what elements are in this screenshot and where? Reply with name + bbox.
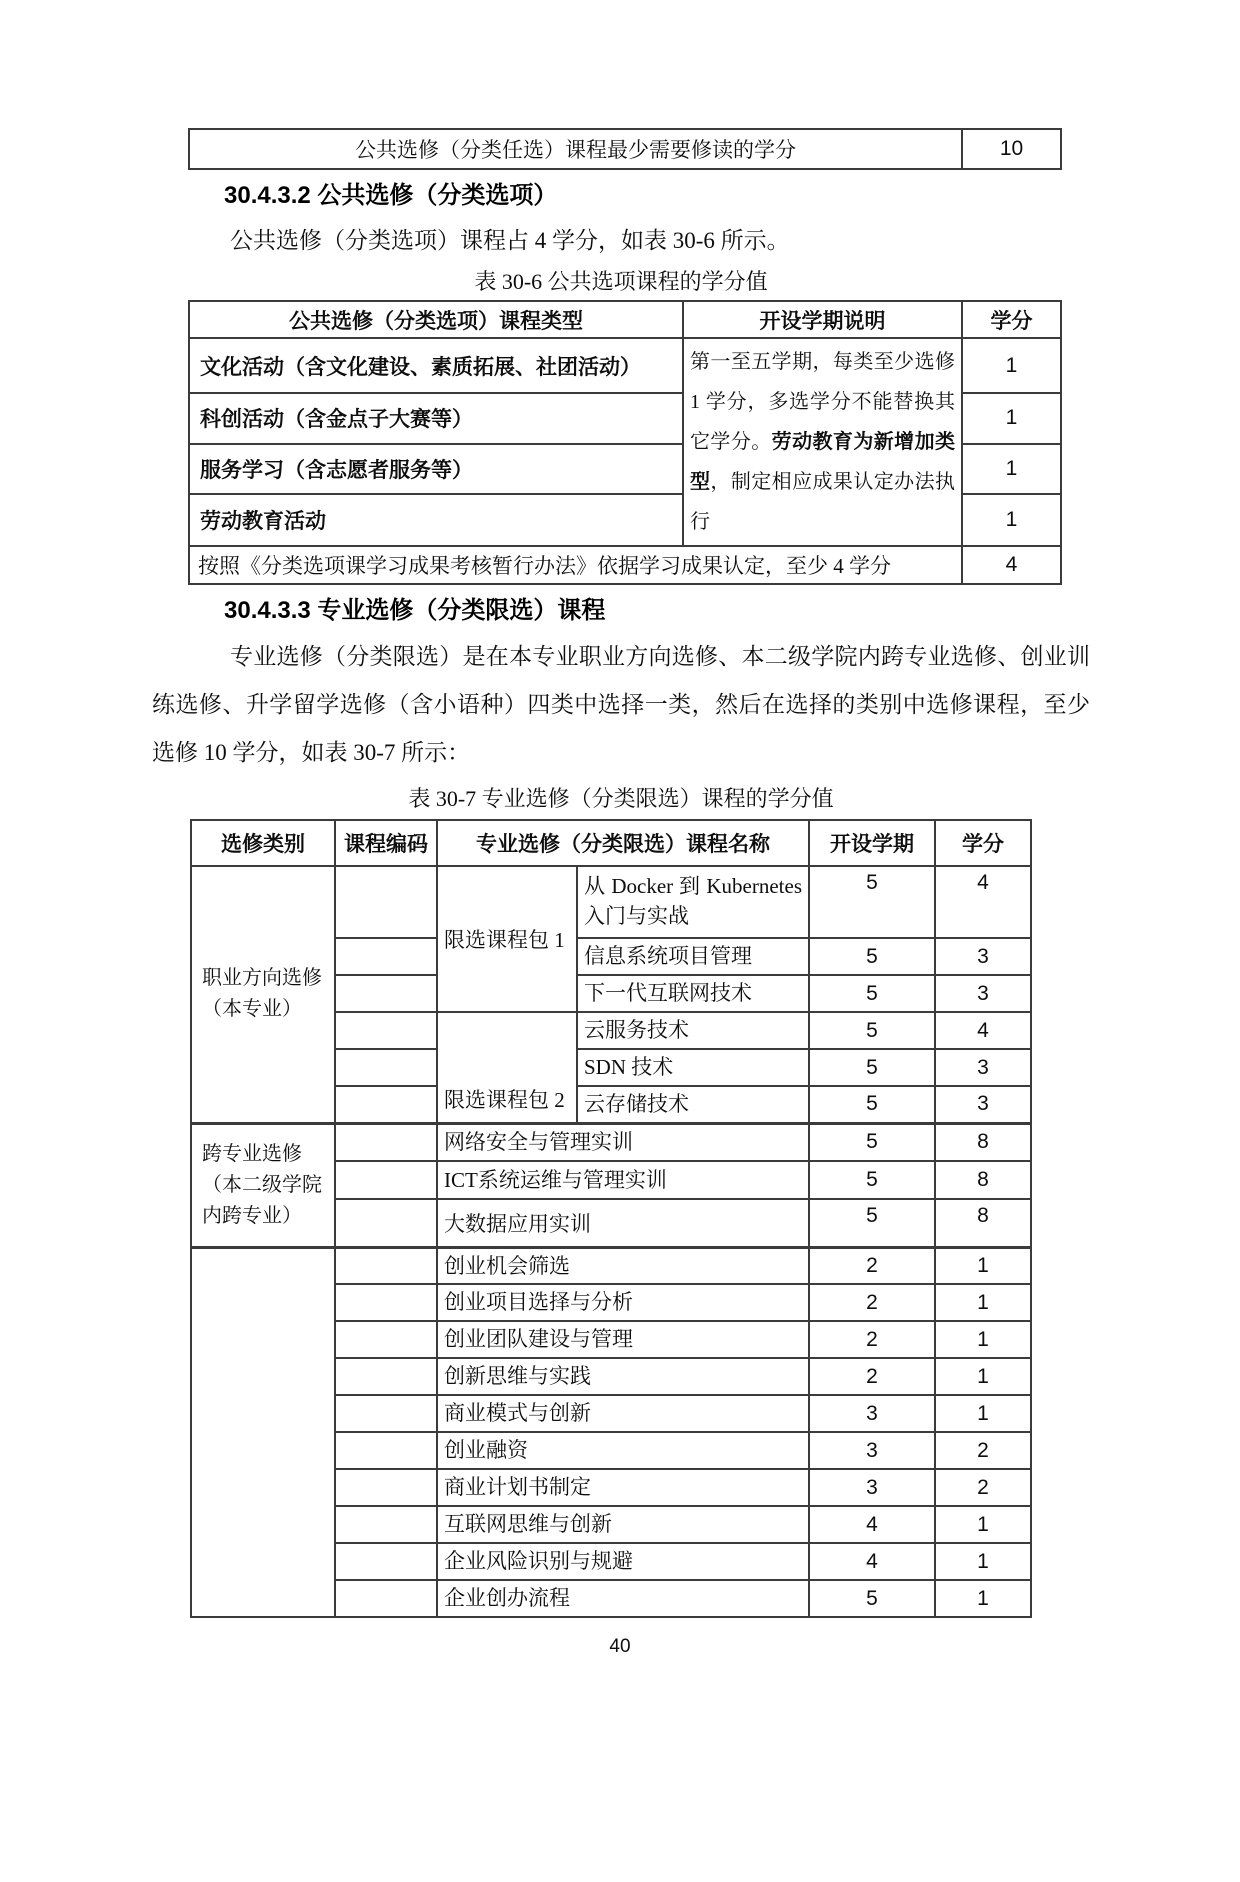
credit-cell: 1 (935, 1247, 1031, 1284)
credit-cell: 1 (962, 338, 1061, 393)
course-name-cell: 网络安全与管理实训 (437, 1123, 809, 1161)
course-code-cell (335, 1358, 437, 1395)
category-cell: 职业方向选修（本专业） (191, 866, 335, 1123)
table-30-6 (188, 300, 1062, 585)
course-code-cell (335, 1543, 437, 1580)
course-code-cell (335, 938, 437, 975)
section-paragraph: 专业选修（分类限选）是在本专业职业方向选修、本二级学院内跨专业选修、创业训练选修、升学留学选修（含小语种）四类中选择一类，然后在选择的类别中选修课程，至少选修 10 学分，如表 30-7 所示： (152, 644, 1090, 765)
course-code-cell (335, 1086, 437, 1123)
credit-cell: 2 (935, 1469, 1031, 1506)
course-code-cell (335, 1506, 437, 1543)
term-cell: 5 (809, 975, 935, 1012)
course-type-cell: 服务学习（含志愿者服务等） (189, 444, 683, 494)
credit-cell: 3 (935, 938, 1031, 975)
term-cell: 2 (809, 1358, 935, 1395)
term-cell: 2 (809, 1247, 935, 1284)
course-type-cell: 劳动教育活动 (189, 494, 683, 546)
course-code-cell (335, 1432, 437, 1469)
course-name-cell: 下一代互联网技术 (577, 975, 809, 1012)
course-name-cell: 商业模式与创新 (437, 1395, 809, 1432)
course-name-cell: SDN 技术 (577, 1049, 809, 1086)
course-name-cell: 创业团队建设与管理 (437, 1321, 809, 1358)
course-name-cell: 企业创办流程 (437, 1580, 809, 1617)
page-number: 40 (609, 1636, 631, 1657)
table-row (189, 338, 1061, 393)
table-30-7 (190, 819, 1032, 1618)
course-name-cell: 信息系统项目管理 (577, 938, 809, 975)
header-row (189, 301, 1061, 338)
term-cell: 3 (809, 1432, 935, 1469)
column-header-term: 开设学期 (809, 820, 935, 866)
footer-label: 按照《分类选项课学习成果考核暂行办法》依据学习成果认定，至少 4 学分 (189, 546, 962, 584)
course-name-cell: 企业风险识别与规避 (437, 1543, 809, 1580)
term-cell: 5 (809, 1123, 935, 1161)
course-name-cell: 创业融资 (437, 1432, 809, 1469)
course-name-cell: 大数据应用实训 (437, 1199, 809, 1247)
term-cell: 5 (809, 1580, 935, 1617)
course-name-cell: 创业项目选择与分析 (437, 1284, 809, 1321)
credit-cell: 8 (935, 1123, 1031, 1161)
column-header-course: 专业选修（分类限选）课程名称 (437, 820, 809, 866)
course-type-cell: 科创活动（含金点子大赛等） (189, 393, 683, 443)
document-page (0, 128, 1240, 1882)
credit-cell: 1 (962, 494, 1061, 546)
credit-cell: 1 (935, 1543, 1031, 1580)
course-code-cell (335, 866, 437, 938)
course-code-cell (335, 1123, 437, 1161)
term-cell: 5 (809, 1199, 935, 1247)
course-code-cell (335, 1395, 437, 1432)
column-header-semester: 开设学期说明 (683, 301, 962, 338)
term-cell: 5 (809, 938, 935, 975)
column-header-category: 选修类别 (191, 820, 335, 866)
category-cell: 跨专业选修（本二级学院内跨专业） (191, 1123, 335, 1247)
credit-cell: 1 (935, 1395, 1031, 1432)
credit-cell: 3 (935, 1086, 1031, 1123)
course-name-cell: 创业机会筛选 (437, 1247, 809, 1284)
term-cell: 2 (809, 1284, 935, 1321)
course-name-cell: 云存储技术 (577, 1086, 809, 1123)
course-code-cell (335, 1580, 437, 1617)
course-name-cell: 云服务技术 (577, 1012, 809, 1049)
credit-cell: 1 (935, 1506, 1031, 1543)
course-code-cell (335, 975, 437, 1012)
course-name-cell: 互联网思维与创新 (437, 1506, 809, 1543)
note-text: 第一至五学期，每类至少选修 1 学分，多选学分不能替换其它学分。 (690, 351, 955, 453)
credit-cell: 1 (935, 1284, 1031, 1321)
credit-cell: 4 (935, 1012, 1031, 1049)
column-header-credit: 学分 (962, 301, 1061, 338)
table-30-7-caption: 表 30-7 专业选修（分类限选）课程的学分值 (408, 786, 834, 811)
term-cell: 3 (809, 1395, 935, 1432)
credit-cell: 8 (935, 1161, 1031, 1199)
course-code-cell (335, 1049, 437, 1086)
term-cell: 2 (809, 1321, 935, 1358)
course-code-cell (335, 1247, 437, 1284)
package-label-cell: 限选课程包 1 (437, 866, 577, 1012)
credit-cell: 1 (935, 1358, 1031, 1395)
course-name-cell: ICT系统运维与管理实训 (437, 1161, 809, 1199)
credit-cell: 1 (935, 1580, 1031, 1617)
term-cell: 5 (809, 1049, 935, 1086)
section-paragraph: 公共选修（分类选项）课程占 4 学分，如表 30-6 所示。 (230, 228, 790, 253)
note-text: ，制定相应成果认定办法执行 (690, 471, 956, 533)
section-heading-30-4-3-3: 30.4.3.3 专业选修（分类限选）课程 (224, 597, 606, 624)
credit-cell: 1 (962, 393, 1061, 443)
course-code-cell (335, 1012, 437, 1049)
course-name-cell: 从 Docker 到 Kubernetes 入门与实战 (577, 866, 809, 938)
term-cell: 5 (809, 866, 935, 938)
summary-label: 公共选修（分类任选）课程最少需要修读的学分 (189, 129, 962, 169)
course-code-cell (335, 1469, 437, 1506)
credit-cell: 8 (935, 1199, 1031, 1247)
course-code-cell (335, 1199, 437, 1247)
term-cell: 5 (809, 1161, 935, 1199)
credit-summary-table (188, 128, 1062, 170)
column-header-code: 课程编码 (335, 820, 437, 866)
credit-cell: 1 (962, 444, 1061, 494)
credit-cell: 4 (962, 546, 1061, 584)
term-cell: 3 (809, 1469, 935, 1506)
package-label-cell: 限选课程包 2 (437, 1012, 577, 1123)
term-cell: 4 (809, 1543, 935, 1580)
summary-credit: 10 (962, 129, 1061, 169)
column-header-type: 公共选修（分类选项）课程类型 (189, 301, 683, 338)
table-30-6-caption: 表 30-6 公共选项课程的学分值 (474, 269, 768, 294)
course-name-cell: 创新思维与实践 (437, 1358, 809, 1395)
section-heading-30-4-3-2: 30.4.3.2 公共选修（分类选项） (224, 182, 558, 209)
credit-cell: 3 (935, 975, 1031, 1012)
table-row (191, 1247, 1031, 1284)
footer-row (189, 546, 1061, 584)
credit-cell: 2 (935, 1432, 1031, 1469)
course-code-cell (335, 1321, 437, 1358)
course-name-cell: 商业计划书制定 (437, 1469, 809, 1506)
term-cell: 5 (809, 1086, 935, 1123)
table-row (191, 866, 1031, 938)
credit-cell: 1 (935, 1321, 1031, 1358)
term-cell: 5 (809, 1012, 935, 1049)
table-row (191, 1123, 1031, 1161)
course-code-cell (335, 1284, 437, 1321)
category-cell (191, 1247, 335, 1617)
term-cell: 4 (809, 1506, 935, 1543)
credit-cell: 4 (935, 866, 1031, 938)
column-header-credit: 学分 (935, 820, 1031, 866)
semester-note-cell (683, 338, 962, 546)
table-row (189, 129, 1061, 169)
header-row (191, 820, 1031, 866)
course-code-cell (335, 1161, 437, 1199)
course-type-cell: 文化活动（含文化建设、素质拓展、社团活动） (189, 338, 683, 393)
note-bold-text: 劳动教育为新增加类型 (690, 431, 956, 493)
credit-cell: 3 (935, 1049, 1031, 1086)
